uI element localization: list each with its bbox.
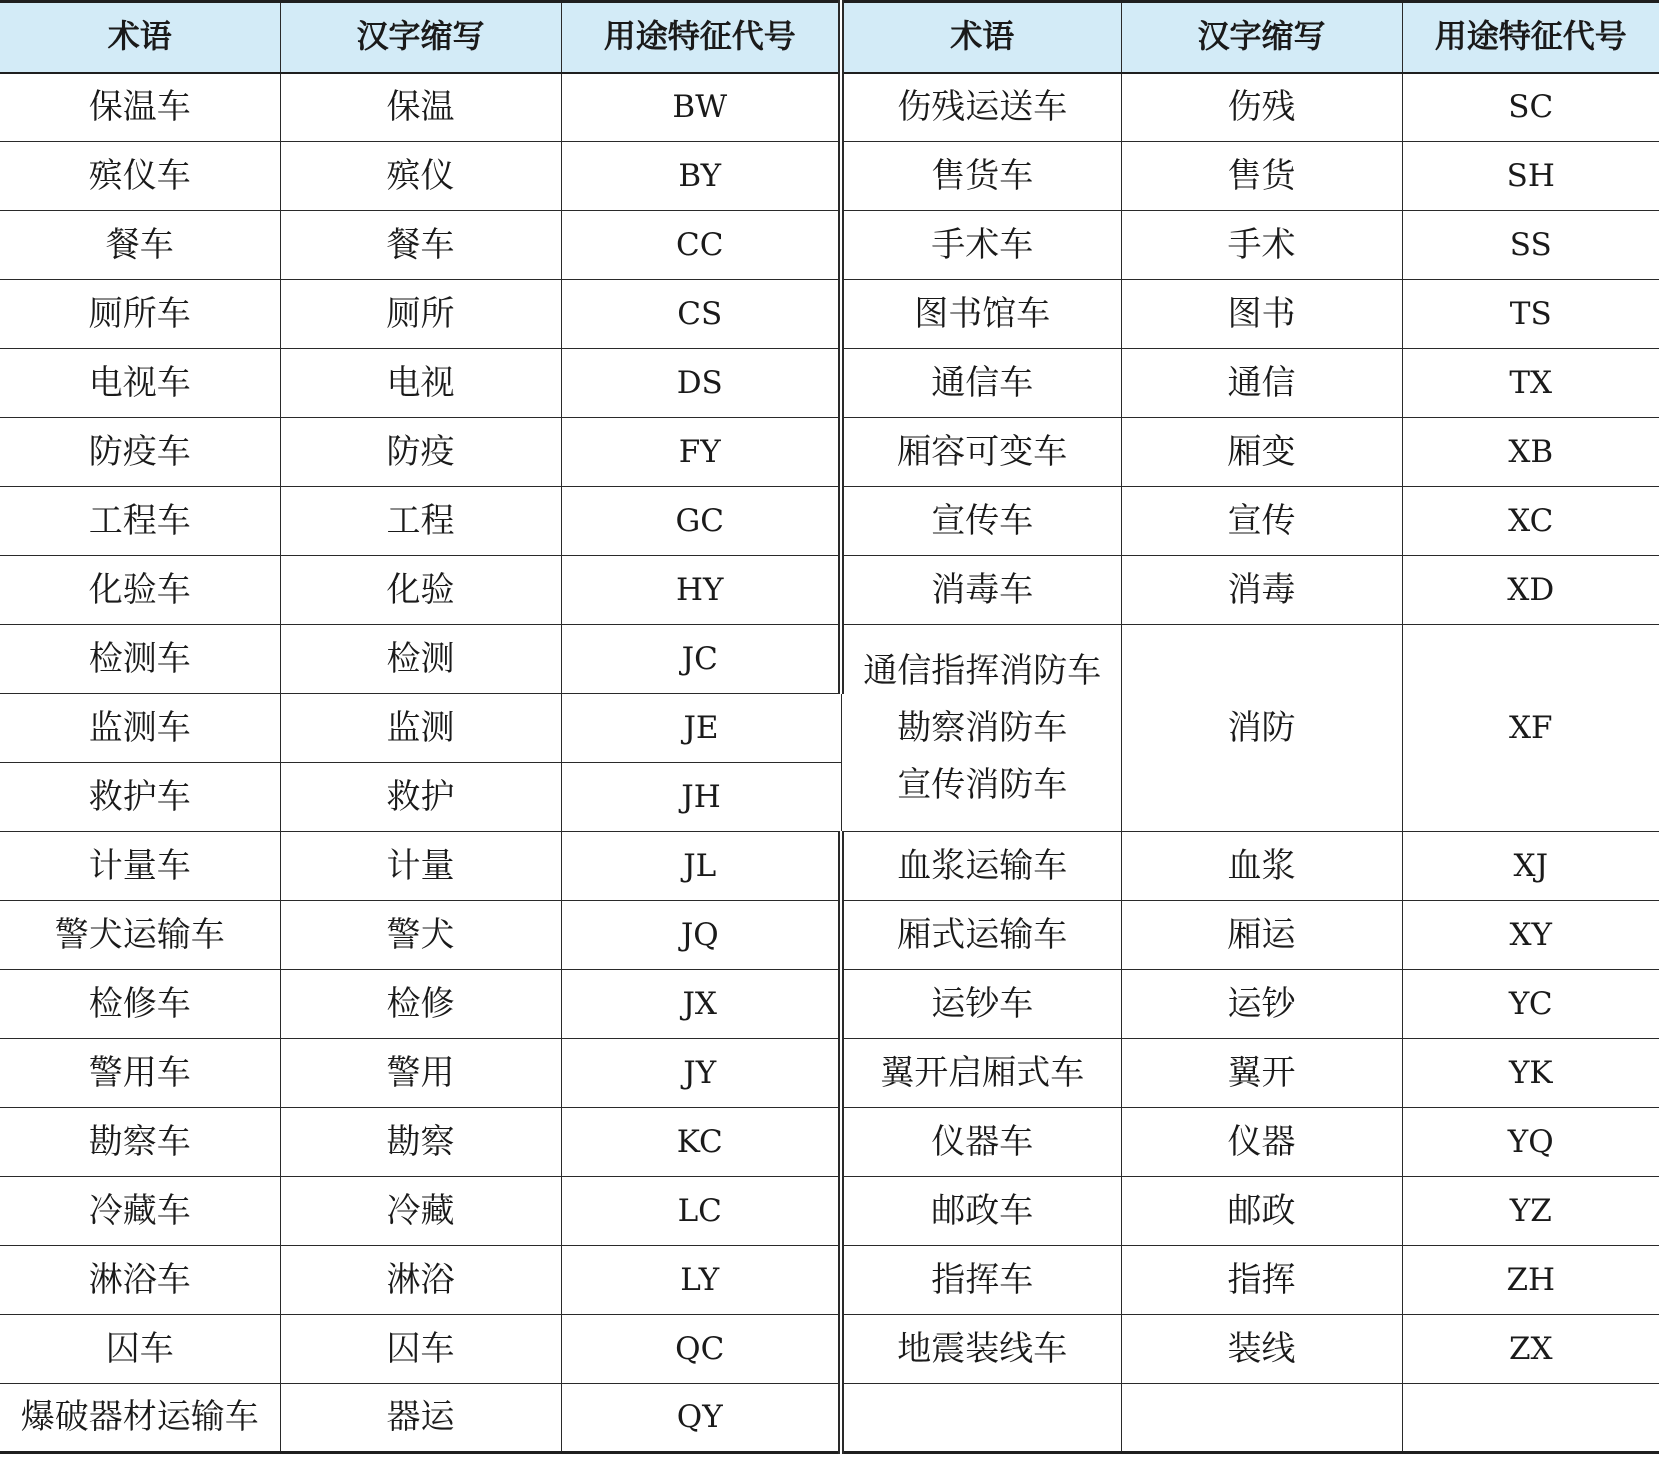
table-row — [0, 418, 1659, 487]
abbr-cell: 囚车 — [280, 1315, 561, 1384]
code-cell: TX — [1402, 349, 1659, 418]
code-cell: LY — [561, 1246, 841, 1315]
term-cell: 运钞车 — [841, 970, 1121, 1039]
code-cell: JC — [561, 625, 841, 694]
merged-term-line: 通信指挥消防车 — [863, 650, 1102, 691]
term-cell: 图书馆车 — [841, 280, 1121, 349]
term-cell: 警用车 — [0, 1039, 280, 1108]
abbr-cell: 保温 — [280, 73, 561, 142]
abbr-cell: 电视 — [280, 349, 561, 418]
table-row — [0, 832, 1659, 901]
header-code-left: 用途特征代号 — [561, 2, 841, 73]
code-cell: ZX — [1402, 1315, 1659, 1384]
term-cell: 邮政车 — [841, 1177, 1121, 1246]
code-cell: TS — [1402, 280, 1659, 349]
abbr-cell: 警犬 — [280, 901, 561, 970]
term-cell: 餐车 — [0, 211, 280, 280]
term-cell: 勘察车 — [0, 1108, 280, 1177]
term-cell: 翼开启厢式车 — [841, 1039, 1121, 1108]
term-cell: 保温车 — [0, 73, 280, 142]
term-cell: 伤残运送车 — [841, 73, 1121, 142]
abbr-cell: 勘察 — [280, 1108, 561, 1177]
code-cell: CC — [561, 211, 841, 280]
code-cell: XY — [1402, 901, 1659, 970]
code-cell: XD — [1402, 556, 1659, 625]
table-row — [0, 487, 1659, 556]
abbr-cell: 手术 — [1121, 211, 1402, 280]
abbr-cell: 装线 — [1121, 1315, 1402, 1384]
code-cell: DS — [561, 349, 841, 418]
table-row — [0, 901, 1659, 970]
code-cell: HY — [561, 556, 841, 625]
table-row — [0, 1177, 1659, 1246]
code-cell: CS — [561, 280, 841, 349]
code-cell: FY — [561, 418, 841, 487]
term-cell: 地震装线车 — [841, 1315, 1121, 1384]
table-row — [0, 142, 1659, 211]
term-cell: 消毒车 — [841, 556, 1121, 625]
abbr-cell: 宣传 — [1121, 487, 1402, 556]
abbr-cell: 血浆 — [1121, 832, 1402, 901]
code-cell: BY — [561, 142, 841, 211]
code-cell: SH — [1402, 142, 1659, 211]
abbr-cell: 器运 — [280, 1384, 561, 1453]
code-cell: JX — [561, 970, 841, 1039]
term-cell: 售货车 — [841, 142, 1121, 211]
abbr-cell: 冷藏 — [280, 1177, 561, 1246]
abbr-cell: 厢运 — [1121, 901, 1402, 970]
empty-cell — [841, 1384, 1121, 1453]
abbr-cell: 淋浴 — [280, 1246, 561, 1315]
code-cell: QC — [561, 1315, 841, 1384]
term-cell: 检修车 — [0, 970, 280, 1039]
term-cell: 血浆运输车 — [841, 832, 1121, 901]
abbr-cell: 检测 — [280, 625, 561, 694]
abbr-cell: 伤残 — [1121, 73, 1402, 142]
code-cell: GC — [561, 487, 841, 556]
code-cell: YQ — [1402, 1108, 1659, 1177]
term-cell: 冷藏车 — [0, 1177, 280, 1246]
abbr-cell: 消毒 — [1121, 556, 1402, 625]
code-cell: KC — [561, 1108, 841, 1177]
term-cell: 检测车 — [0, 625, 280, 694]
term-cell: 防疫车 — [0, 418, 280, 487]
table-row — [0, 1384, 1659, 1453]
abbr-cell: 售货 — [1121, 142, 1402, 211]
abbr-cell-merged: 消防 — [1121, 625, 1402, 832]
code-cell: SC — [1402, 73, 1659, 142]
code-cell-merged: XF — [1402, 625, 1659, 832]
code-cell: BW — [561, 73, 841, 142]
table-row — [0, 970, 1659, 1039]
header-row — [0, 2, 1659, 73]
code-cell: JL — [561, 832, 841, 901]
term-cell: 殡仪车 — [0, 142, 280, 211]
term-cell: 电视车 — [0, 349, 280, 418]
term-cell: 通信车 — [841, 349, 1121, 418]
abbr-cell: 通信 — [1121, 349, 1402, 418]
term-cell-merged — [841, 625, 1121, 832]
abbr-cell: 餐车 — [280, 211, 561, 280]
code-cell: XJ — [1402, 832, 1659, 901]
code-cell: LC — [561, 1177, 841, 1246]
abbr-cell: 警用 — [280, 1039, 561, 1108]
merged-term-line: 勘察消防车 — [897, 707, 1068, 748]
abbr-cell: 指挥 — [1121, 1246, 1402, 1315]
abbr-cell: 监测 — [280, 694, 561, 763]
abbr-cell: 防疫 — [280, 418, 561, 487]
code-cell: ZH — [1402, 1246, 1659, 1315]
term-cell: 手术车 — [841, 211, 1121, 280]
code-cell: JH — [561, 763, 841, 832]
code-cell: XB — [1402, 418, 1659, 487]
code-cell: YC — [1402, 970, 1659, 1039]
term-cell: 监测车 — [0, 694, 280, 763]
abbr-cell: 化验 — [280, 556, 561, 625]
table-row — [0, 1246, 1659, 1315]
header-abbr-right: 汉字缩写 — [1121, 2, 1402, 73]
term-cell: 宣传车 — [841, 487, 1121, 556]
abbr-cell: 厕所 — [280, 280, 561, 349]
code-cell: YK — [1402, 1039, 1659, 1108]
term-cell: 工程车 — [0, 487, 280, 556]
header-code-right: 用途特征代号 — [1402, 2, 1659, 73]
term-cell: 计量车 — [0, 832, 280, 901]
table-row — [0, 280, 1659, 349]
term-cell: 厕所车 — [0, 280, 280, 349]
table-row — [0, 556, 1659, 625]
header-term-right: 术语 — [841, 2, 1121, 73]
abbr-cell: 计量 — [280, 832, 561, 901]
abbr-cell: 殡仪 — [280, 142, 561, 211]
term-cell: 仪器车 — [841, 1108, 1121, 1177]
code-cell: JY — [561, 1039, 841, 1108]
code-cell: SS — [1402, 211, 1659, 280]
abbr-cell: 工程 — [280, 487, 561, 556]
abbr-cell: 厢变 — [1121, 418, 1402, 487]
table-row — [0, 73, 1659, 142]
abbr-cell: 邮政 — [1121, 1177, 1402, 1246]
abbr-cell: 检修 — [280, 970, 561, 1039]
table-row — [0, 1039, 1659, 1108]
merged-term-line: 宣传消防车 — [897, 764, 1068, 805]
abbr-cell: 仪器 — [1121, 1108, 1402, 1177]
term-cell: 救护车 — [0, 763, 280, 832]
term-cell: 警犬运输车 — [0, 901, 280, 970]
code-cell: YZ — [1402, 1177, 1659, 1246]
empty-cell — [1121, 1384, 1402, 1453]
abbr-cell: 救护 — [280, 763, 561, 832]
table-row — [0, 1108, 1659, 1177]
code-cell: QY — [561, 1384, 841, 1453]
term-cell: 爆破器材运输车 — [0, 1384, 280, 1453]
term-cell: 淋浴车 — [0, 1246, 280, 1315]
table-row — [0, 1315, 1659, 1384]
code-cell: XC — [1402, 487, 1659, 556]
table-row — [0, 211, 1659, 280]
empty-cell — [1402, 1384, 1659, 1453]
table-row — [0, 349, 1659, 418]
term-cell: 指挥车 — [841, 1246, 1121, 1315]
term-cell: 厢容可变车 — [841, 418, 1121, 487]
abbr-cell: 运钞 — [1121, 970, 1402, 1039]
table-row — [0, 625, 1659, 694]
term-cell: 厢式运输车 — [841, 901, 1121, 970]
code-cell: JQ — [561, 901, 841, 970]
abbr-cell: 翼开 — [1121, 1039, 1402, 1108]
term-cell: 囚车 — [0, 1315, 280, 1384]
header-abbr-left: 汉字缩写 — [280, 2, 561, 73]
code-cell: JE — [561, 694, 841, 763]
header-term-left: 术语 — [0, 2, 280, 73]
term-cell: 化验车 — [0, 556, 280, 625]
abbr-cell: 图书 — [1121, 280, 1402, 349]
